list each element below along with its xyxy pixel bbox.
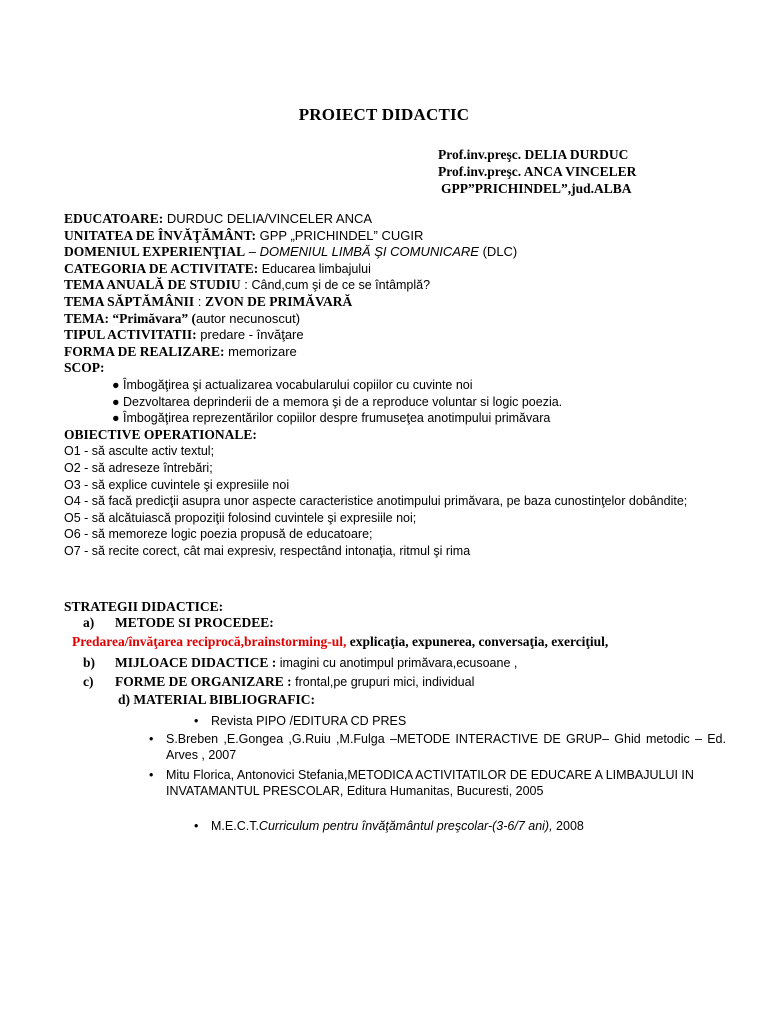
obiectiv-o2: O2 - să adreseze întrebări; <box>64 460 213 475</box>
domeniul-separator: – <box>245 244 260 260</box>
strategii-a-label: METODE SI PROCEDEE: <box>115 615 274 630</box>
project-details <box>64 211 744 559</box>
tema-anuala-separator: : <box>240 277 252 293</box>
bullet-icon: • <box>194 714 199 728</box>
tema-saptamanii-separator: : <box>194 293 205 309</box>
categoria-row <box>64 261 744 278</box>
strategii-label: STRATEGII DIDACTICE: <box>64 599 224 614</box>
forma-realizare-row <box>64 344 744 361</box>
strategii-b-row <box>83 655 517 671</box>
bib-item-3 <box>149 767 711 799</box>
strategii-a-row <box>83 615 274 631</box>
scop-item-1: ● Îmbogăţirea şi actualizarea vocabularului copiilor cu cuvinte noi <box>112 377 473 392</box>
obiective-label: OBIECTIVE OPERATIONALE: <box>64 426 257 442</box>
tema-saptamanii-label: TEMA SĂPTĂMÂNII <box>64 293 195 309</box>
scop-item-3: ● Îmbogăţirea reprezentărilor copiilor despre frumuseţea anotimpului primăvara <box>112 411 551 426</box>
forma-realizare-label: FORMA DE REALIZARE: <box>64 343 225 359</box>
forma-realizare-value: memorizare <box>224 343 297 359</box>
obiectiv-o3: O3 - să explice cuvintele şi expresiile noi <box>64 477 290 492</box>
methods-other: explicaţia, expunerea, conversaţia, exerciţiul, <box>346 634 609 649</box>
educatoare-row <box>64 211 744 228</box>
strategii-d-label: d) MATERIAL BIBLIOGRAFIC: <box>118 692 316 707</box>
scop-row <box>64 360 744 377</box>
domeniul-suffix: (DLC) <box>478 244 518 260</box>
obiectiv-o4: O4 - să facă predicţii asupra unor aspecte caracteristice anotimpului primăvara, pe baza cunostinţelor dobândite; <box>64 494 688 509</box>
methods-line <box>72 634 752 650</box>
methods-highlighted: Predarea/învăţarea reciprocă,brainstorming-ul, <box>72 634 347 649</box>
strategii-b-label: MIJLOACE DIDACTICE : <box>115 655 277 670</box>
author-line-3: GPP”PRICHINDEL”,jud.ALBA <box>441 181 632 196</box>
tema-label: TEMA: <box>64 310 109 326</box>
categoria-value: Educarea limbajului <box>258 261 371 276</box>
bib-item-4-year: 2008 <box>552 819 584 833</box>
bib-item-4 <box>194 818 731 834</box>
strategii-d-row <box>118 692 315 708</box>
unitatea-label: UNITATEA DE ÎNVĂŢĂMÂNT: <box>64 227 257 243</box>
tema-saptamanii-row <box>64 294 744 311</box>
author-line-2: Prof.inv.preşc. ANCA VINCELER <box>438 164 637 179</box>
tema-row <box>64 311 744 328</box>
educatoare-label: EDUCATOARE: <box>64 211 164 226</box>
bib-item-3-text: Mitu Florica, Antonovici Stefania,METODICA ACTIVITATILOR DE EDUCARE A LIMBAJULUI IN INVATAMANTUL PRESCOLAR, Editura Humanitas, Bucuresti, 2005 <box>166 768 694 798</box>
authors-block <box>438 146 636 197</box>
obiectiv-o5: O5 - să alcătuiască propoziţii folosind cuvintele şi expresiile noi; <box>64 510 417 525</box>
bib-item-4-pre: M.E.C.T. <box>211 819 259 833</box>
document-title: PROIECT DIDACTIC <box>298 105 470 124</box>
bib-item-1-text: Revista PIPO /EDITURA CD PRES <box>211 714 407 728</box>
obiectiv-o6: O6 - să memoreze logic poezia propusă de educatoare; <box>64 527 373 542</box>
educatoare-value: DURDUC DELIA/VINCELER ANCA <box>163 211 373 226</box>
strategii-c-value: frontal,pe grupuri mici, individual <box>291 675 475 689</box>
obiectiv-o7: O7 - să recite corect, cât mai expresiv, respectând intonaţia, ritmul şi rima <box>64 543 471 558</box>
strategii-c-label: FORME DE ORGANIZARE : <box>115 674 292 689</box>
bib-item-2-text: S.Breben ,E.Gongea ,G.Ruiu ,M.Fulga –METODE INTERACTIVE DE GRUP– Ghid metodic – Ed. Arves , 2007 <box>166 732 726 762</box>
categoria-label: CATEGORIA DE ACTIVITATE: <box>64 260 259 276</box>
strategii-c-key: c) <box>83 674 94 689</box>
strategii-b-key: b) <box>83 655 96 670</box>
bib-item-1 <box>194 713 731 729</box>
domeniul-value: DOMENIUL LIMBĂ ŞI COMUNICARE <box>259 244 479 260</box>
strategii-b-value: imagini cu anotimpul primăvara,ecusoane , <box>276 656 518 670</box>
author-line-1: Prof.inv.preşc. DELIA DURDUC <box>438 147 629 162</box>
unitatea-row <box>64 228 744 245</box>
tema-saptamanii-value: ZVON DE PRIMĂVARĂ <box>204 293 353 309</box>
obiective-row <box>64 427 744 444</box>
bullet-icon: • <box>194 819 199 833</box>
bullet-icon: • <box>149 732 154 746</box>
strategii-block <box>64 598 744 615</box>
obiectiv-o1: O1 - să asculte activ textul; <box>64 444 215 459</box>
strategii-c-row <box>83 674 474 690</box>
tema-anuala-row <box>64 277 744 294</box>
bullet-icon: • <box>149 768 154 782</box>
scop-item-2: ● Dezvoltarea deprinderii de a memora şi de a reproduce voluntar si logic poezia. <box>112 394 563 409</box>
tipul-label: TIPUL ACTIVITATII: <box>64 327 197 343</box>
unitatea-value: GPP „PRICHINDEL” CUGIR <box>256 227 424 243</box>
tema-anuala-value: Când,cum şi de ce se întâmplă? <box>251 278 431 293</box>
tema-anuala-label: TEMA ANUALĂ DE STUDIU <box>64 277 241 293</box>
bib-item-4-title: Curriculum pentru învăţământul preşcolar-(3-6/7 ani), <box>258 819 553 833</box>
domeniul-row <box>64 244 744 261</box>
domeniul-label: DOMENIUL EXPERIENŢIAL <box>64 244 246 260</box>
scop-label: SCOP: <box>64 360 105 376</box>
tema-title: “Primăvara” ( <box>109 310 196 326</box>
bib-item-2 <box>149 731 726 763</box>
tipul-value: predare - învăţare <box>196 327 304 343</box>
strategii-a-key: a) <box>83 615 95 630</box>
strategii-heading <box>64 598 744 615</box>
tipul-row <box>64 327 744 344</box>
tema-author: autor necunoscut) <box>195 310 301 326</box>
